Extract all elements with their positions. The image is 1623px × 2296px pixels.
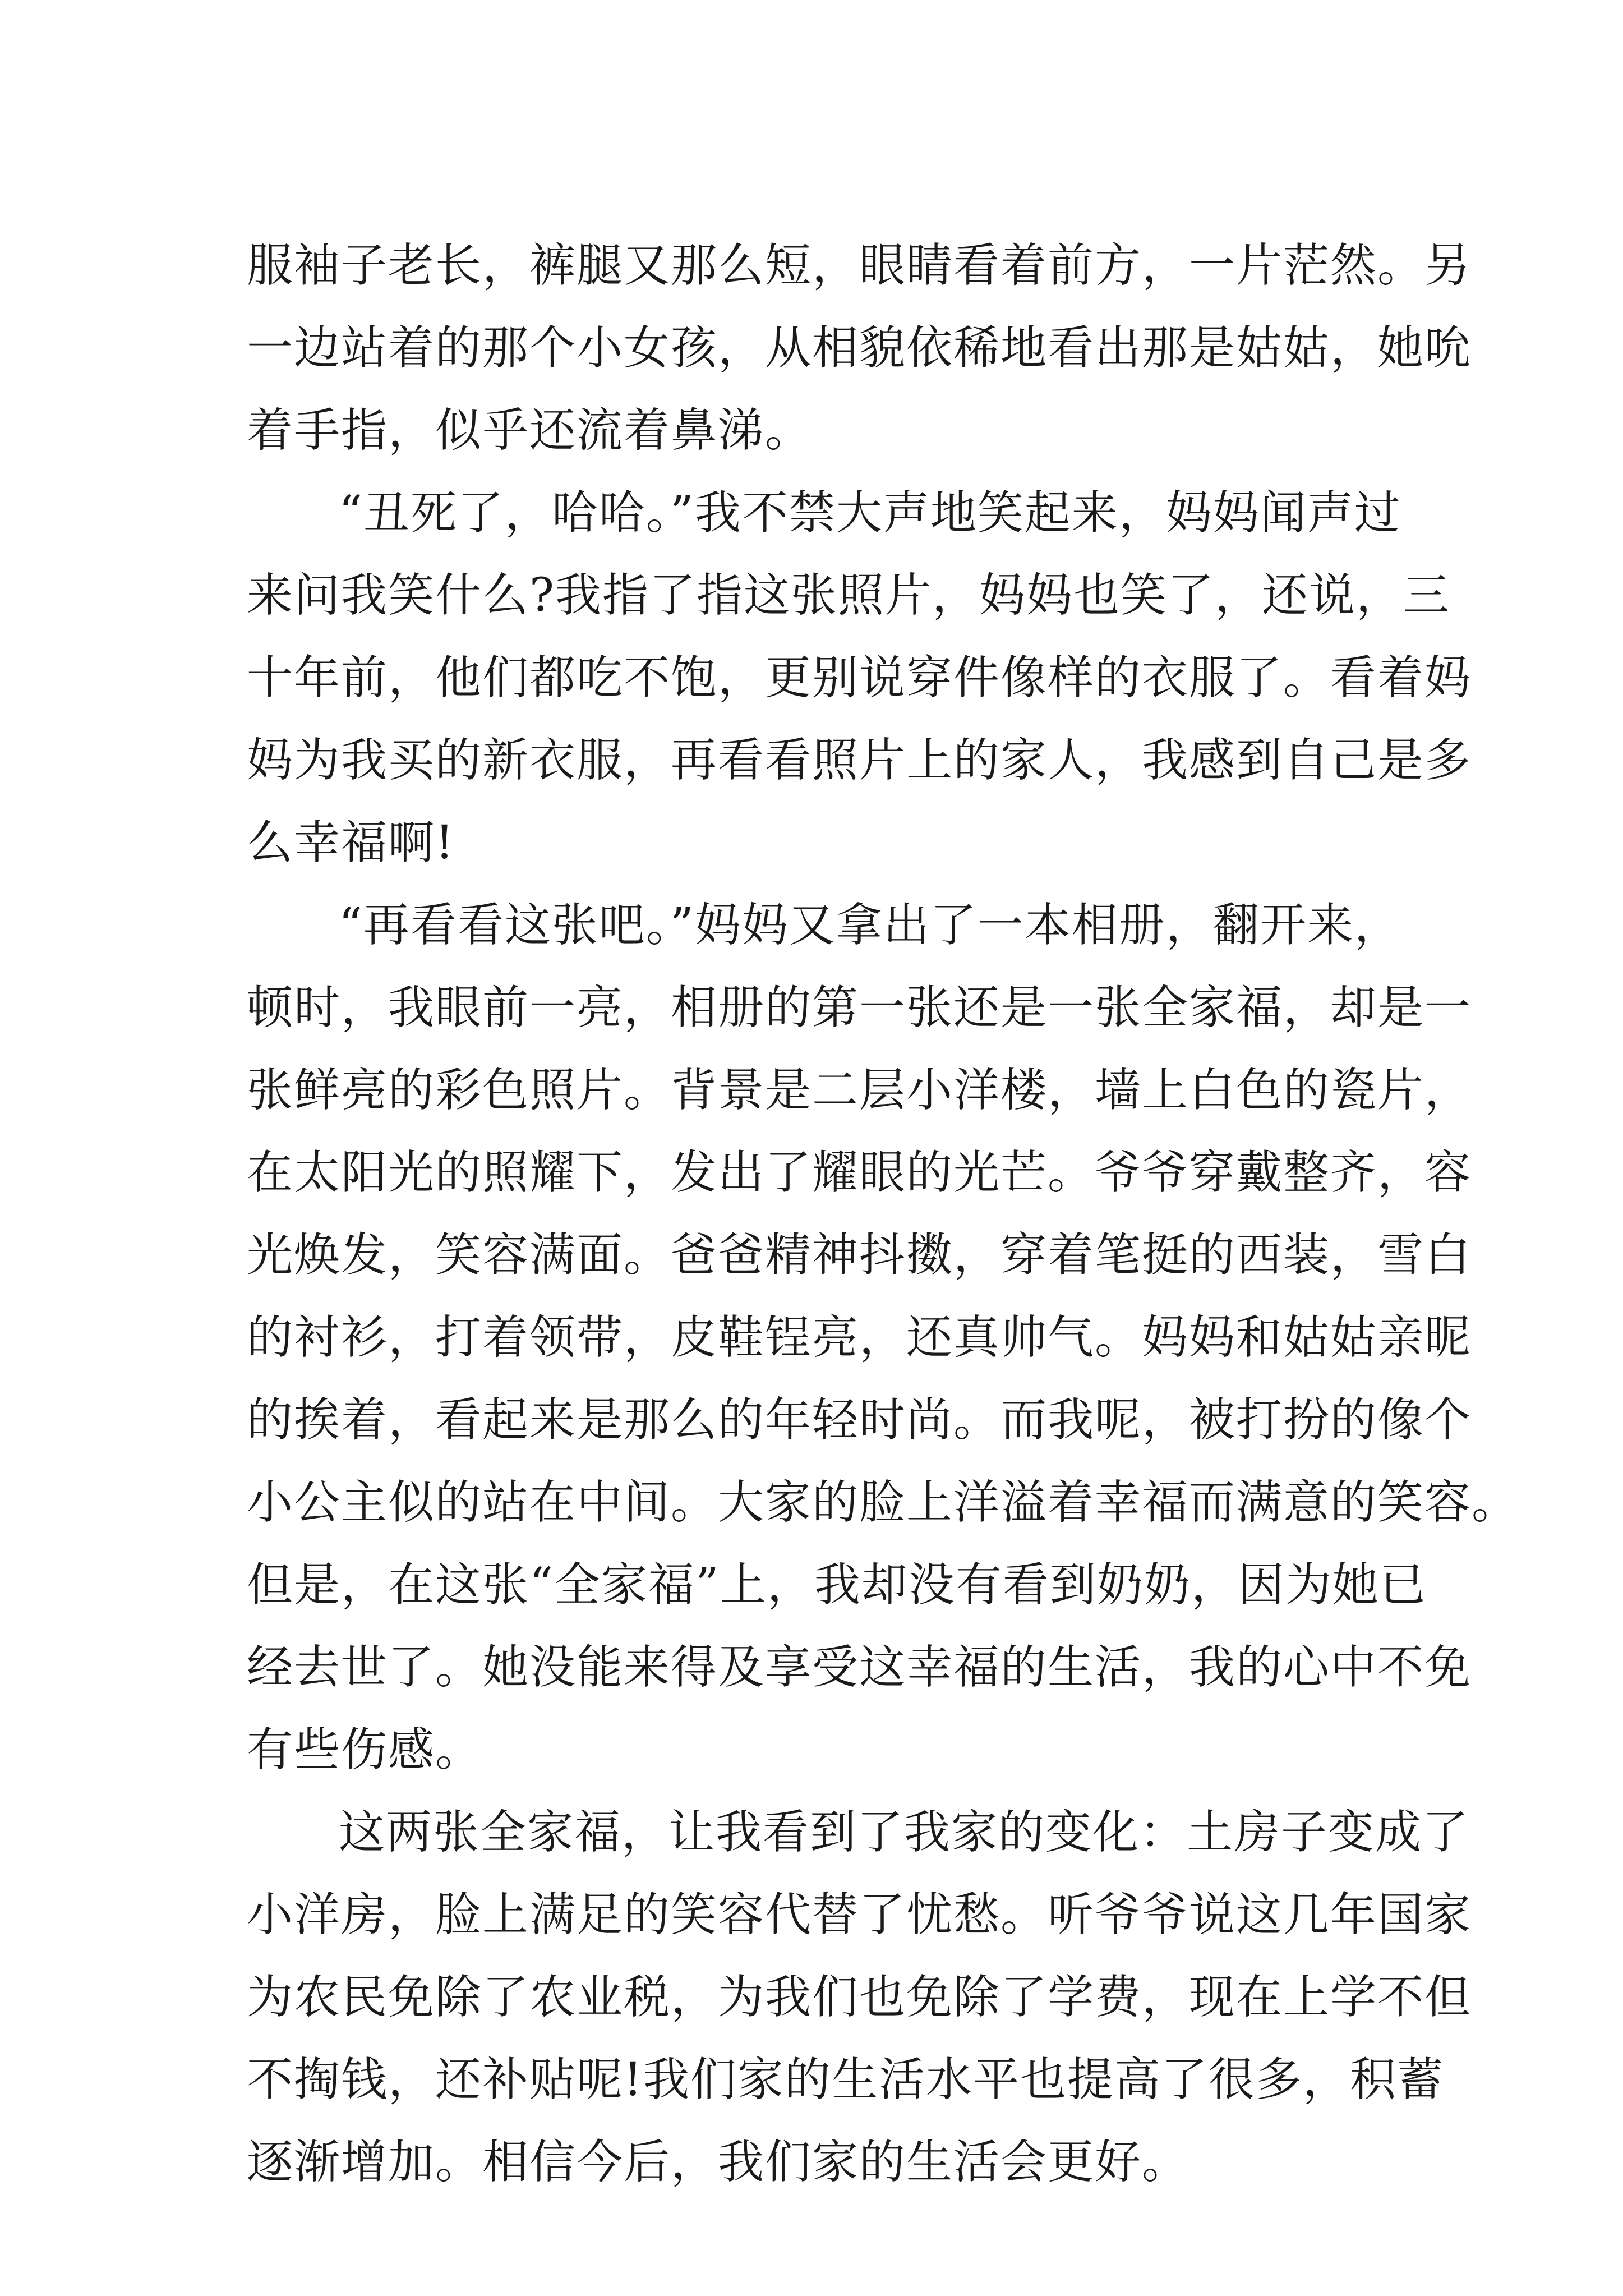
text-line: 逐渐增加。相信今后，我们家的生活会更好。 (247, 2136, 1189, 2189)
text-line: 妈为我买的新衣服，再看看照片上的家人，我感到自己是多 (247, 734, 1472, 787)
text-line: 有些伤感。 (247, 1723, 483, 1777)
text-line: 小洋房，脸上满足的笑容代替了忧愁。听爷爷说这几年国家 (247, 1888, 1472, 1941)
text-line: 么幸福啊! (247, 816, 455, 869)
text-line: 来问我笑什么?我指了指这张照片，妈妈也笑了，还说，三 (247, 569, 1450, 622)
text-line: 服袖子老长，裤腿又那么短，眼睛看着前方，一片茫然。另 (247, 239, 1472, 292)
text-line: 不掏钱，还补贴呢!我们家的生活水平也提高了很多，积蓄 (247, 2053, 1444, 2106)
text-line: “丑死了，哈哈。”我不禁大声地笑起来，妈妈闻声过 (339, 486, 1401, 540)
document-body (247, 224, 1519, 2203)
text-line: 为农民免除了农业税，为我们也免除了学费，现在上学不但 (247, 1971, 1472, 2024)
text-line: 张鲜亮的彩色照片。背景是二层小洋楼，墙上白色的瓷片， (247, 1064, 1472, 1117)
text-line: 小公主似的站在中间。大家的脸上洋溢着幸福而满意的笑容。 (247, 1476, 1519, 1529)
text-line: 这两张全家福，让我看到了我家的变化：土房子变成了 (339, 1806, 1470, 1859)
text-line: 的衬衫，打着领带，皮鞋锃亮，还真帅气。妈妈和姑姑亲昵 (247, 1311, 1472, 1364)
text-line: 顿时，我眼前一亮，相册的第一张还是一张全家福，却是一 (247, 981, 1472, 1034)
text-line: “再看看这张吧。”妈妈又拿出了一本相册，翻开来， (339, 899, 1401, 952)
text-line: 但是，在这张“全家福”上，我却没有看到奶奶，因为她已 (247, 1558, 1427, 1612)
text-line: 的挨着，看起来是那么的年轻时尚。而我呢，被打扮的像个 (247, 1393, 1472, 1447)
text-line: 一边站着的那个小女孩，从相貌依稀地看出那是姑姑，她吮 (247, 321, 1472, 375)
text-line: 在太阳光的照耀下，发出了耀眼的光芒。爷爷穿戴整齐，容 (247, 1146, 1472, 1199)
text-line: 十年前，他们都吃不饱，更别说穿件像样的衣服了。看着妈 (247, 651, 1472, 705)
text-line: 着手指，似乎还流着鼻涕。 (247, 404, 813, 457)
text-line: 经去世了。她没能来得及享受这幸福的生活，我的心中不免 (247, 1641, 1472, 1694)
text-line: 光焕发，笑容满面。爸爸精神抖擞，穿着笔挺的西装，雪白 (247, 1228, 1472, 1282)
